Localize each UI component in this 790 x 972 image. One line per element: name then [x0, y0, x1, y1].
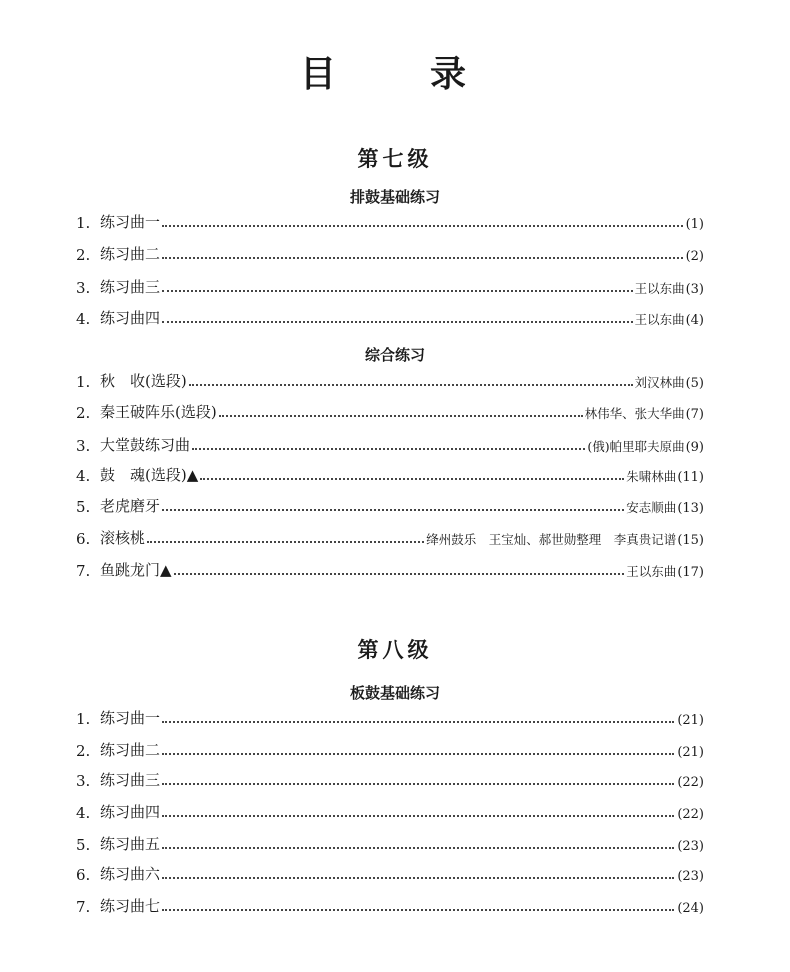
- entry-number: 2.: [76, 246, 91, 264]
- dot-leader: [162, 783, 674, 785]
- dot-leader: [162, 721, 674, 723]
- toc-entry[interactable]: [76, 738, 704, 760]
- dot-leader: [162, 815, 674, 817]
- entry-page-number: (5): [685, 376, 704, 391]
- toc-entry[interactable]: [76, 494, 704, 516]
- entry-page-number: (21): [677, 745, 704, 760]
- entry-title: 练习曲三: [100, 771, 161, 789]
- entry-page-number: (13): [677, 501, 704, 516]
- level-title: 第七级: [357, 147, 433, 171]
- entry-title: 练习曲四: [100, 309, 161, 327]
- entry-page-number: (22): [677, 807, 704, 822]
- entry-credit: 王以东曲: [634, 312, 685, 327]
- entry-page-number: (9): [685, 440, 704, 455]
- entry-title: 练习曲一: [100, 213, 161, 231]
- entry-page-number: (11): [677, 470, 704, 485]
- entry-title: 大堂鼓练习曲: [100, 436, 191, 454]
- entry-number: 3.: [76, 437, 91, 455]
- entry-number: 4.: [76, 804, 91, 822]
- dot-leader: [162, 225, 683, 227]
- entry-number: 2.: [76, 742, 91, 760]
- entry-number: 1.: [76, 214, 91, 232]
- dot-leader: [200, 478, 624, 480]
- entry-page-number: (23): [677, 839, 704, 854]
- toc-entry[interactable]: [76, 706, 704, 728]
- entry-credit: 刘汉林曲: [634, 375, 685, 390]
- entry-page-number: (7): [685, 407, 704, 422]
- section-title: 综合练习: [364, 346, 425, 364]
- entry-title: 鱼跳龙门▲: [100, 561, 172, 579]
- entry-page-number: (3): [685, 282, 704, 297]
- entry-title: 练习曲五: [100, 835, 161, 853]
- entry-page-number: (22): [677, 775, 704, 790]
- entry-page-number: (24): [677, 901, 704, 916]
- dot-leader: [162, 847, 674, 849]
- entry-page-number: (21): [677, 713, 704, 728]
- entry-title: 秦王破阵乐(选段): [100, 403, 217, 421]
- entry-credit: 林伟华、张大华曲: [584, 406, 685, 421]
- dot-leader: [162, 753, 674, 755]
- entry-number: 7.: [76, 562, 91, 580]
- dot-leader: [174, 573, 625, 575]
- entry-title: 练习曲一: [100, 709, 161, 727]
- entry-page-number: (2): [685, 249, 704, 264]
- entry-page-number: (15): [677, 533, 704, 548]
- toc-entry[interactable]: [76, 400, 704, 422]
- entry-page-number: (17): [677, 565, 704, 580]
- entry-title: 练习曲二: [100, 245, 161, 263]
- toc-entry[interactable]: [76, 463, 704, 485]
- dot-leader: [189, 384, 633, 386]
- dot-leader: [147, 541, 424, 543]
- toc-entry[interactable]: [76, 242, 704, 264]
- entry-number: 1.: [76, 710, 91, 728]
- entry-title: 练习曲二: [100, 741, 161, 759]
- section-title: 排鼓基础练习: [349, 188, 440, 206]
- entry-number: 1.: [76, 373, 91, 391]
- toc-entry[interactable]: [76, 526, 704, 548]
- toc-entry[interactable]: [76, 369, 704, 391]
- toc-entry[interactable]: [76, 768, 704, 790]
- toc-entry[interactable]: [76, 800, 704, 822]
- entry-page-number: (1): [685, 217, 704, 232]
- entry-credit: 王以东曲: [634, 281, 685, 296]
- entry-title: 秋 收(选段): [100, 372, 187, 390]
- toc-entry[interactable]: [76, 210, 704, 232]
- entry-number: 2.: [76, 404, 91, 422]
- entry-number: 3.: [76, 279, 91, 297]
- toc-entry[interactable]: [76, 862, 704, 884]
- entry-number: 6.: [76, 530, 91, 548]
- entry-credit: 王以东曲: [626, 564, 677, 579]
- entry-title: 鼓 魂(选段)▲: [100, 466, 199, 484]
- toc-entry[interactable]: [76, 433, 704, 455]
- entry-title: 练习曲三: [100, 278, 161, 296]
- entry-credit: 绛州鼓乐 王宝灿、郝世勋整理 李真贵记谱: [426, 532, 677, 547]
- dot-leader: [192, 448, 585, 450]
- section-title: 板鼓基础练习: [349, 684, 440, 702]
- entry-number: 6.: [76, 866, 91, 884]
- dot-leader: [162, 909, 674, 911]
- toc-entry[interactable]: [76, 558, 704, 580]
- dot-leader: [219, 415, 583, 417]
- entry-credit: 安志顺曲: [626, 500, 677, 515]
- page-title-part-2: 录: [430, 54, 469, 95]
- toc-entry[interactable]: [76, 275, 704, 297]
- dot-leader: [162, 509, 624, 511]
- entry-number: 3.: [76, 772, 91, 790]
- entry-title: 练习曲七: [100, 897, 161, 915]
- entry-title: 练习曲四: [100, 803, 161, 821]
- entry-title: 滚核桃: [100, 529, 146, 547]
- entry-title: 老虎磨牙: [100, 497, 161, 515]
- toc-entry[interactable]: [76, 306, 704, 328]
- dot-leader: [162, 257, 683, 259]
- toc-entry[interactable]: [76, 832, 704, 854]
- page-title-part-1: 目: [300, 54, 339, 95]
- entry-number: 5.: [76, 498, 91, 516]
- entry-page-number: (23): [677, 869, 704, 884]
- dot-leader: [162, 877, 674, 879]
- entry-title: 练习曲六: [100, 865, 161, 883]
- level-title: 第八级: [357, 638, 433, 662]
- entry-credit: 朱啸林曲: [626, 469, 677, 484]
- toc-entry[interactable]: [76, 894, 704, 916]
- entry-page-number: (4): [685, 313, 704, 328]
- dot-leader: [162, 290, 633, 292]
- entry-number: 5.: [76, 836, 91, 854]
- entry-number: 4.: [76, 310, 91, 328]
- entry-credit: (俄)帕里耶夫原曲: [587, 439, 685, 454]
- entry-number: 4.: [76, 467, 91, 485]
- dot-leader: [162, 321, 633, 323]
- entry-number: 7.: [76, 898, 91, 916]
